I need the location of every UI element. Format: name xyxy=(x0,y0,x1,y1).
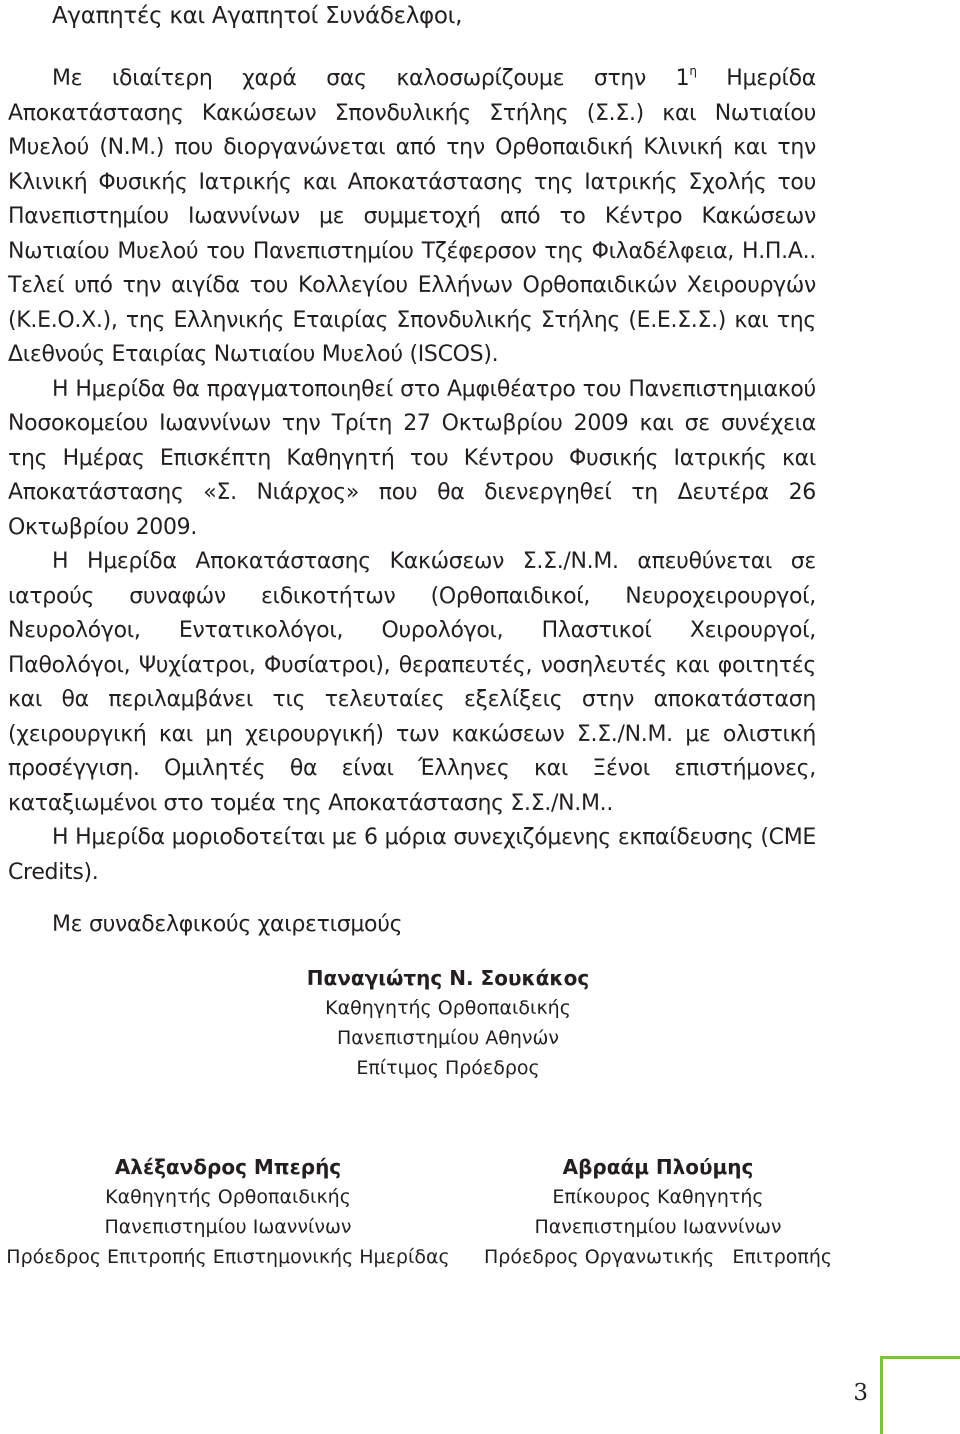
paragraph-credits: Η Ημερίδα μοριοδοτείται με 6 μόρια συνεχιζόμενης εκπαίδευσης (CME Credits). xyxy=(8,825,816,885)
signatory-name: Παναγιώτης Ν. Σουκάκος xyxy=(306,966,590,990)
signatory-name: Αλέξανδρος Μπερής xyxy=(114,1155,342,1179)
signatory-name: Αβραάμ Πλούμης xyxy=(562,1155,754,1179)
signature-block-organizing-chair xyxy=(470,1152,846,1272)
page-corner-accent xyxy=(880,1356,960,1434)
signatory-role: Πρόεδρος Οργανωτικής Επιτροπής xyxy=(483,1246,833,1268)
greeting: Αγαπητές και Αγαπητοί Συνάδελφοι, xyxy=(52,3,463,29)
paragraph-welcome-start: Με ιδιαίτερη χαρά σας καλοσωρίζουμε στην 1 xyxy=(52,66,690,91)
page-number: 3 xyxy=(853,1380,868,1406)
signatory-title: Καθηγητής Ορθοπαιδικής xyxy=(105,1186,351,1208)
letter-body xyxy=(8,62,816,943)
signatory-university: Πανεπιστημίου Ιωαννίνων xyxy=(534,1216,782,1238)
signatory-title: Καθηγητής Ορθοπαιδικής xyxy=(325,997,571,1019)
closing-line: Με συναδελφικούς χαιρετισμούς xyxy=(52,912,403,937)
signature-block-scientific-chair xyxy=(0,1152,456,1272)
signature-block-honorary-president xyxy=(208,963,688,1083)
paragraph-welcome-rest: Ημερίδα Αποκατάστασης Κακώσεων Σπονδυλικής Στήλης (Σ.Σ.) και Νωτιαίου Μυελού (Ν.Μ.) που διοργανώνεται από την Ορθοπαιδική Κλινική και την Κλινική Φυσικής Ιατρικής και Αποκατάστασης της Ιατρικής Σχολής του Πανεπιστημίου Ιωαννίνων με συμμετοχή από το Κέντρο Κακώσεων Νωτιαίου Μυελού του Πανεπιστημίου Τζέφερσον της Φιλαδέλφεια, Η.Π.Α.. Τελεί υπό την αιγίδα του Κολλεγίου Ελλήνων Ορθοπαιδικών Χειρουργών (Κ.Ε.Ο.Χ.), της Ελληνικής Εταιρίας Σπονδυλικής Στήλης (Ε.Ε.Σ.Σ.) και της Διεθνούς Εταιρίας Νωτιαίου Μυελού (ISCOS). xyxy=(8,66,816,367)
signatory-title: Επίκουρος Καθηγητής xyxy=(552,1186,764,1208)
signatory-role: Πρόεδρος Επιτροπής Επιστημονικής Ημερίδας xyxy=(6,1246,450,1268)
signatory-university: Πανεπιστημίου Ιωαννίνων xyxy=(104,1216,352,1238)
signatory-university: Πανεπιστημίου Αθηνών xyxy=(336,1027,560,1049)
signatory-role: Επίτιμος Πρόεδρος xyxy=(356,1057,540,1079)
paragraph-audience: Η Ημερίδα Αποκατάστασης Κακώσεων Σ.Σ./Ν.Μ. απευθύνεται σε ιατρούς συναφών ειδικοτήτων (Ορθοπαιδικοί, Νευροχειρουργοί, Νευρολόγοι, Εντατικολόγοι, Ουρολόγοι, Πλαστικοί Χειρουργοί, Παθολόγοι, Ψυχίατροι, Φυσίατροι), θεραπευτές, νοσηλευτές και φοιτητές και θα περιλαμβάνει τις τελευταίες εξελίξεις στην αποκατάσταση (χειρουργική και μη χειρουργική) των κακώσεων Σ.Σ./Ν.Μ. με ολιστική προσέγγιση. Ομιλητές θα είναι Έλληνες και Ξένοι επιστήμονες, καταξιωμένοι στο τομέα της Αποκατάστασης Σ.Σ./Ν.Μ.. xyxy=(8,549,816,816)
ordinal-superscript: η xyxy=(689,63,697,78)
paragraph-venue: Η Ημερίδα θα πραγματοποιηθεί στο Αμφιθέατρο του Πανεπιστημιακού Νοσοκομείου Ιωαννίνων την Τρίτη 27 Οκτωβρίου 2009 και σε συνέχεια της Ημέρας Επισκέπτη Καθηγητή του Κέντρου Φυσικής Ιατρικής και Αποκατάστασης «Σ. Νιάρχος» που θα διενεργηθεί τη Δευτέρα 26 Οκτωβρίου 2009. xyxy=(8,376,816,540)
paragraph-welcome xyxy=(8,62,816,373)
